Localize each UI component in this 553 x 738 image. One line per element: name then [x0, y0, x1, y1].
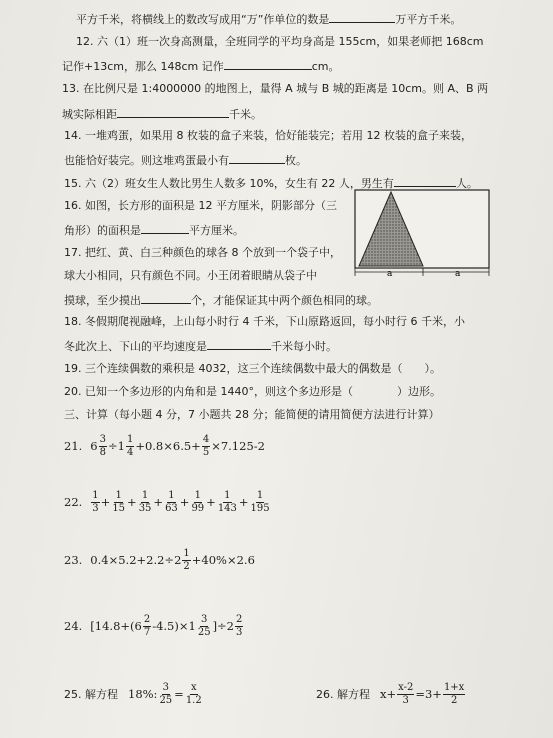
q13-text-2: 城实际相距 — [62, 108, 117, 121]
q16-text-2: 角形）的面积是 — [64, 224, 141, 237]
fraction: 1 3 — [92, 489, 99, 514]
q11-line — [76, 11, 461, 27]
q16-answer-blank[interactable] — [141, 222, 189, 234]
dimension-label-right: a — [455, 269, 461, 279]
fraction: $\frac{3}{8}$ — [99, 433, 106, 458]
q14-text-2: 也能恰好装完。则这堆鸡蛋最小有 — [64, 154, 229, 167]
fraction: $\frac{1}{15}$ — [112, 489, 126, 514]
q16-unit: 平方厘米。 — [189, 224, 244, 237]
q18-answer-blank[interactable] — [207, 338, 271, 350]
fraction: $\frac{1}{63}$ — [165, 489, 178, 514]
q17-tail: 个，才能保证其中两个颜色相同的球。 — [191, 294, 378, 307]
fraction: $\frac{x-2}{3}$ — [398, 681, 414, 706]
q18-text: 18. 冬假期爬视融峰，上山每小时行 4 千米，下山原路返回，每小时行 6 千米，小 — [64, 315, 465, 328]
q13-text: 13. 在比例尺是 1:4000000 的地图上，量得 A 城与 B 城的距离是 10cm。则 A、B 两 — [62, 82, 489, 95]
q11-text: 平方千米，将横线上的数改写成用“万”作单位的数是 — [76, 13, 330, 26]
q22-expression: 22. 1 3 + $\frac{1}{15}$ + $\frac{1}{35}$ + $\frac{1}{63}$ + $\frac{1}{99}$ + $\frac{1}{143}$ + $\frac{1}{195}$ — [64, 489, 270, 514]
q12-answer-blank[interactable] — [224, 58, 312, 70]
plus-sign: + — [127, 495, 137, 509]
q16-text: 16. 如图，长方形的面积是 12 平方厘米，阴影部分（三 — [64, 199, 337, 212]
fraction: $\frac{1}{99}$ — [191, 489, 205, 514]
q13-line2 — [62, 106, 262, 122]
fraction: 1 4 — [126, 433, 134, 458]
plus-sign: + — [238, 495, 249, 509]
fraction: $\frac{1}{195}$ — [250, 489, 270, 514]
fraction: 2 7 — [143, 613, 151, 638]
q17-line3 — [64, 292, 378, 308]
q26-equation: 26. 解方程 x+ $\frac{x-2}{3}$ =3+ $\frac{1+x}{2}$ — [316, 681, 465, 706]
q18-unit: 千米每小时。 — [271, 340, 337, 353]
q13-unit: 千米。 — [229, 108, 262, 121]
plus-sign: + — [100, 495, 111, 509]
q14-text: 14. 一堆鸡蛋，如果用 8 枚装的盒子来装，恰好能装完；若用 12 枚装的盒子来装， — [64, 129, 472, 142]
fraction: 3 25 — [197, 613, 211, 638]
fraction: $\frac{1}{35}$ — [138, 489, 152, 514]
q15-text: 15. 六（2）班女生人数比男生人数多 10%，女生有 22 人，男生有 — [64, 177, 394, 190]
q12-unit: cm。 — [311, 60, 340, 73]
rectangle-triangle-figure — [353, 188, 493, 282]
q17-text-3: 摸球，至少摸出 — [64, 294, 141, 307]
fraction: $\frac{3}{25}$ — [159, 681, 173, 706]
q18-text-2: 冬此次上、下山的平均速度是 — [64, 340, 207, 353]
q19-text: 19. 三个连续偶数的乘积是 4032，这三个连续偶数中最大的偶数是（ ）。 — [64, 362, 441, 375]
q14-line2 — [64, 152, 307, 168]
fraction: 1 2 — [183, 547, 190, 572]
plus-sign: + — [179, 495, 190, 509]
q20-text: 20. 已知一个多边形的内角和是 1440°，则这个多边形是（ ）边形。 — [64, 385, 441, 398]
fraction: $\frac{1}{143}$ — [217, 489, 237, 514]
fraction: 2 3 — [236, 613, 243, 638]
fraction: $\frac{4}{5}$ — [202, 433, 210, 458]
q17-text-2: 球大小相同，只有颜色不同。小王闭着眼睛从袋子中 — [64, 269, 317, 282]
section-3-heading: 三、计算（每小题 4 分，7 小题共 28 分；能简便的请用简便方法进行计算） — [64, 408, 440, 421]
q16-line2 — [64, 222, 244, 238]
fraction: $\frac{x}{1.2}$ — [185, 681, 202, 706]
q14-answer-blank[interactable] — [229, 152, 285, 164]
q17-text: 17. 把红、黄、白三种颜色的球各 8 个放到一个袋子中， — [64, 246, 341, 259]
q25-equation: 25. 解方程 18%: $\frac{3}{25}$ = $\frac{x}{1.2}$ — [64, 681, 202, 706]
q14-unit: 枚。 — [285, 154, 307, 167]
q24-expression: 24. [14.8+(6 2 7 -4.5)×1 3 25 ]÷2 2 3 — [64, 613, 243, 638]
q12-text-2: 记作+13cm，那么 148cm 记作 — [62, 60, 224, 73]
q15-unit: 人。 — [455, 177, 478, 190]
q18-line2 — [64, 338, 337, 354]
q12-text: 12. 六（1）班一次身高测量，全班同学的平均身高是 155cm，如果老师把 168cm — [76, 35, 484, 48]
fraction: $\frac{1+x}{2}$ — [443, 681, 465, 706]
plus-sign: + — [206, 495, 216, 509]
dimension-label-left: a — [387, 269, 393, 279]
q13-answer-blank[interactable] — [117, 106, 229, 118]
q15-answer-blank[interactable] — [394, 175, 456, 187]
q11-answer-blank[interactable] — [329, 11, 395, 23]
q12-line2 — [62, 58, 340, 74]
q21-expression: 21. 6 $\frac{3}{8}$ ÷1 1 4 +0.8×6.5+ $\frac{4}{5}$ ×7.125-2 — [64, 433, 265, 458]
plus-sign: + — [153, 495, 164, 509]
q17-answer-blank[interactable] — [141, 292, 191, 304]
q11-unit: 万平方千米。 — [395, 13, 462, 26]
q23-expression: 23. 0.4×5.2+2.2÷2 1 2 +40%×2.6 — [64, 547, 255, 572]
